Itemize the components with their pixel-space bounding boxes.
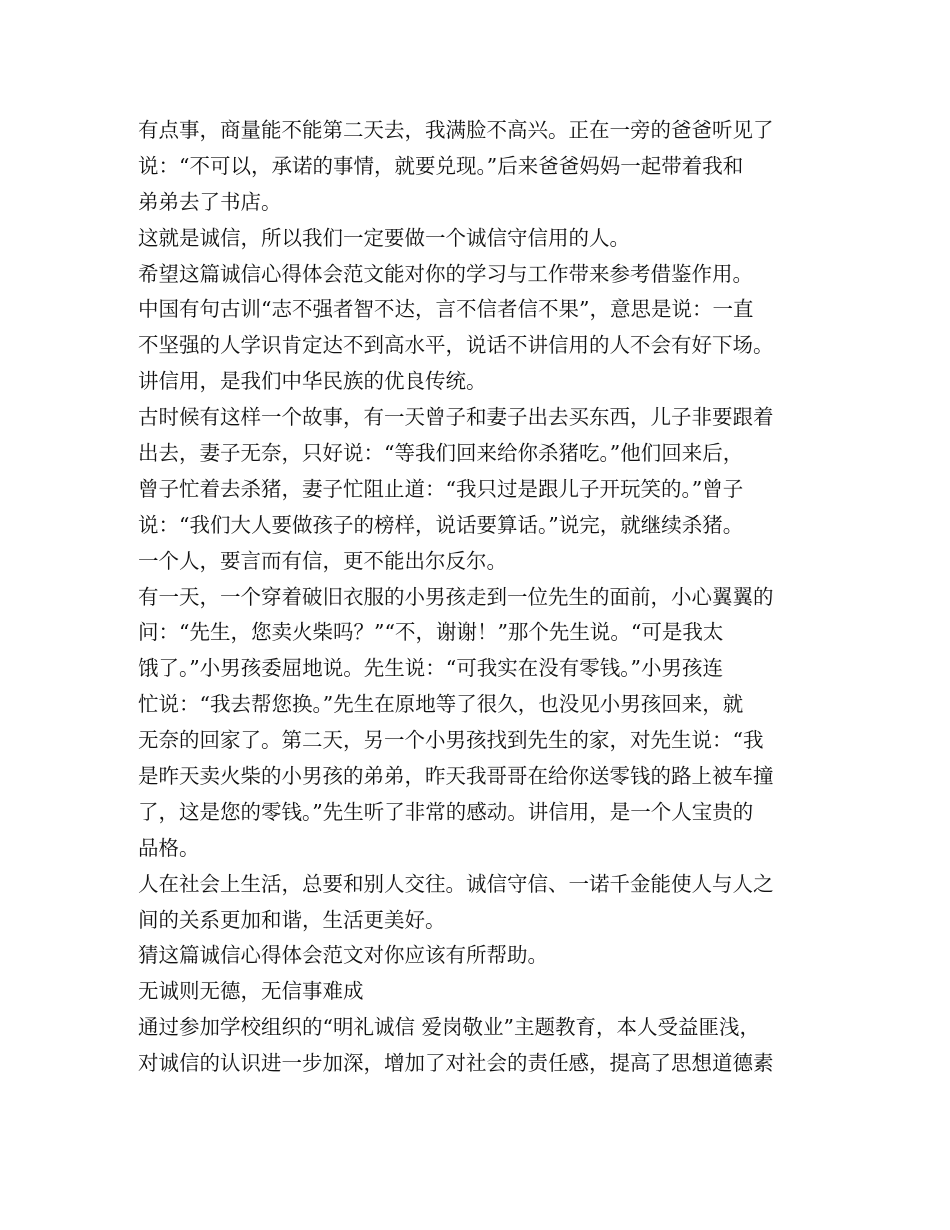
text-line: 中国有句古训“志不强者智不达，言不信者信不果”，意思是说：一直: [138, 297, 754, 322]
text-line: 有点事，商量能不能第二天去，我满脸不高兴。正在一旁的爸爸听见了: [138, 118, 774, 142]
text-line: 曾子忙着去杀猪，妻子忙阻止道：“我只过是跟儿子开玩笑的。”曾子: [138, 476, 744, 501]
text-line: 间的关系更加和谐，生活更美好。: [138, 907, 446, 932]
text-line: 不坚强的人学识肯定达不到高水平，说话不讲信用的人不会有好下场。: [138, 333, 774, 358]
text-line: 弟弟去了书店。: [138, 189, 282, 214]
text-line: 饿了。”小男孩委屈地说。先生说：“可我实在没有零钱。”小男孩连: [138, 656, 723, 681]
text-line: 这就是诚信，所以我们一定要做一个诚信守信用的人。: [138, 225, 630, 250]
text-line: 问：“先生，您卖火柴吗？”“不，谢谢！”那个先生说。“可是我太: [138, 620, 724, 645]
text-line: 是昨天卖火柴的小男孩的弟弟，昨天我哥哥在给你送零钱的路上被车撞: [138, 764, 774, 789]
text-line: 品格。: [138, 835, 200, 860]
text-line: 人在社会上生活，总要和别人交往。诚信守信、一诺千金能使人与人之: [138, 871, 774, 896]
text-line: 古时候有这样一个故事，有一天曾子和妻子出去买东西，儿子非要跟着: [138, 405, 774, 430]
text-line: 说：“不可以，承诺的事情，就要兑现。”后来爸爸妈妈一起带着我和: [138, 153, 744, 178]
text-line: 猜这篇诚信心得体会范文对你应该有所帮助。: [138, 943, 548, 968]
text-line: 希望这篇诚信心得体会范文能对你的学习与工作带来参考借鉴作用。: [138, 261, 753, 286]
text-line: 讲信用，是我们中华民族的优良传统。: [138, 369, 487, 394]
text-line: 一个人，要言而有信，更不能出尔反尔。: [138, 548, 507, 573]
text-line: 忙说：“我去帮您换。”先生在原地等了很久，也没见小男孩回来，就: [138, 692, 744, 717]
text-line: 无奈的回家了。第二天，另一个小男孩找到先生的家，对先生说：“我: [138, 728, 764, 753]
text-line: 出去，妻子无奈，只好说：“等我们回来给你杀猪吃。”他们回来后，: [138, 441, 744, 466]
text-line: 通过参加学校组织的“明礼诚信 爱岗敬业”主题教育，本人受益匪浅，: [138, 1015, 760, 1040]
text-line: 了，这是您的零钱。”先生听了非常的感动。讲信用，是一个人宝贵的: [138, 799, 754, 824]
section-heading: 无诚则无德，无信事难成: [138, 979, 364, 1004]
document-body: [138, 113, 818, 1082]
text-line: 对诚信的认识进一步加深，增加了对社会的责任感，提高了思想道德素: [138, 1051, 774, 1076]
text-line: 有一天，一个穿着破旧衣服的小男孩走到一位先生的面前，小心翼翼的: [138, 584, 774, 609]
text-line: 说：“我们大人要做孩子的榜样，说话要算话。”说完，就继续杀猪。: [138, 512, 744, 537]
